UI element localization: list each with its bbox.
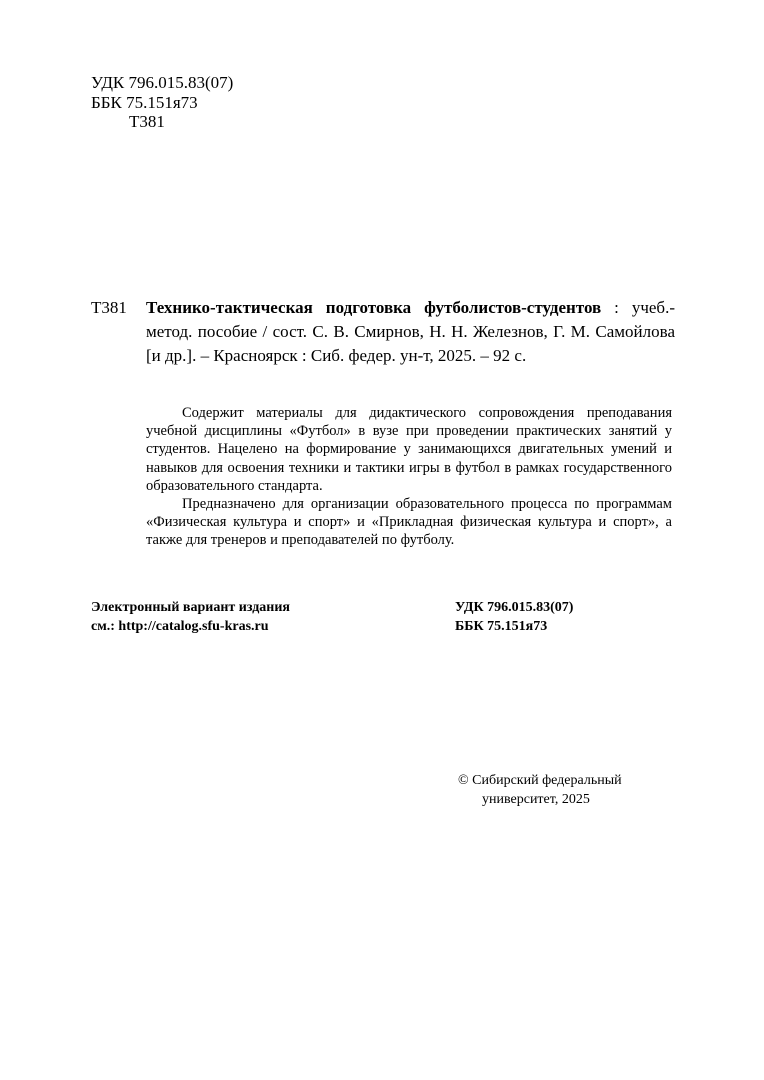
top-classification-codes — [91, 73, 233, 132]
copyright-notice — [458, 771, 622, 809]
abstract — [146, 404, 672, 550]
catalog-entry — [91, 296, 675, 368]
copyright-line-1: © Сибирский федеральный — [458, 773, 622, 788]
book-imprint: : учеб.-метод. пособие / сост. С. В. Смирнов, Н. Н. Железнов, Г. М. Самойлова [и др.]. – Красноярск : Сиб. федер. ун-т, 2025. – 92 с. — [146, 298, 675, 365]
abstract-paragraph-2: Предназначено для организации образовательного процесса по программам «Физическая культура и спорт» и «Прикладная физическая культура и спорт», а также для тренеров и преподавателей по футболу. — [146, 496, 672, 549]
footer-classification-codes — [455, 598, 573, 636]
catalog-link[interactable]: см.: http://catalog.sfu-kras.ru — [91, 619, 269, 634]
footer-udk-code: УДК 796.015.83(07) — [455, 600, 574, 615]
copyright-line-2: университет, 2025 — [482, 792, 590, 807]
footer-bbk-code: ББК 75.151я73 — [455, 619, 548, 634]
catalog-cutter: Т381 — [91, 298, 127, 317]
udk-code: УДК 796.015.83(07) — [91, 73, 234, 92]
catalog-description — [146, 296, 675, 368]
bbk-code: ББК 75.151я73 — [91, 92, 198, 112]
electronic-version-label: Электронный вариант издания — [91, 600, 290, 615]
electronic-version-note — [91, 598, 290, 636]
cutter-code: Т381 — [129, 112, 165, 131]
book-title: Технико-тактическая подготовка футболистов-студентов — [146, 298, 602, 317]
abstract-paragraph-1: Содержит материалы для дидактического сопровождения преподавания учебной дисциплины «Футбол» в вузе при проведении практических занятий у студентов. Нацелено на формирование у занимающихся двигательных умений и навыков для освоения техники и тактики игры в футбол в рамках государственного образовательного стандарта. — [146, 405, 672, 494]
